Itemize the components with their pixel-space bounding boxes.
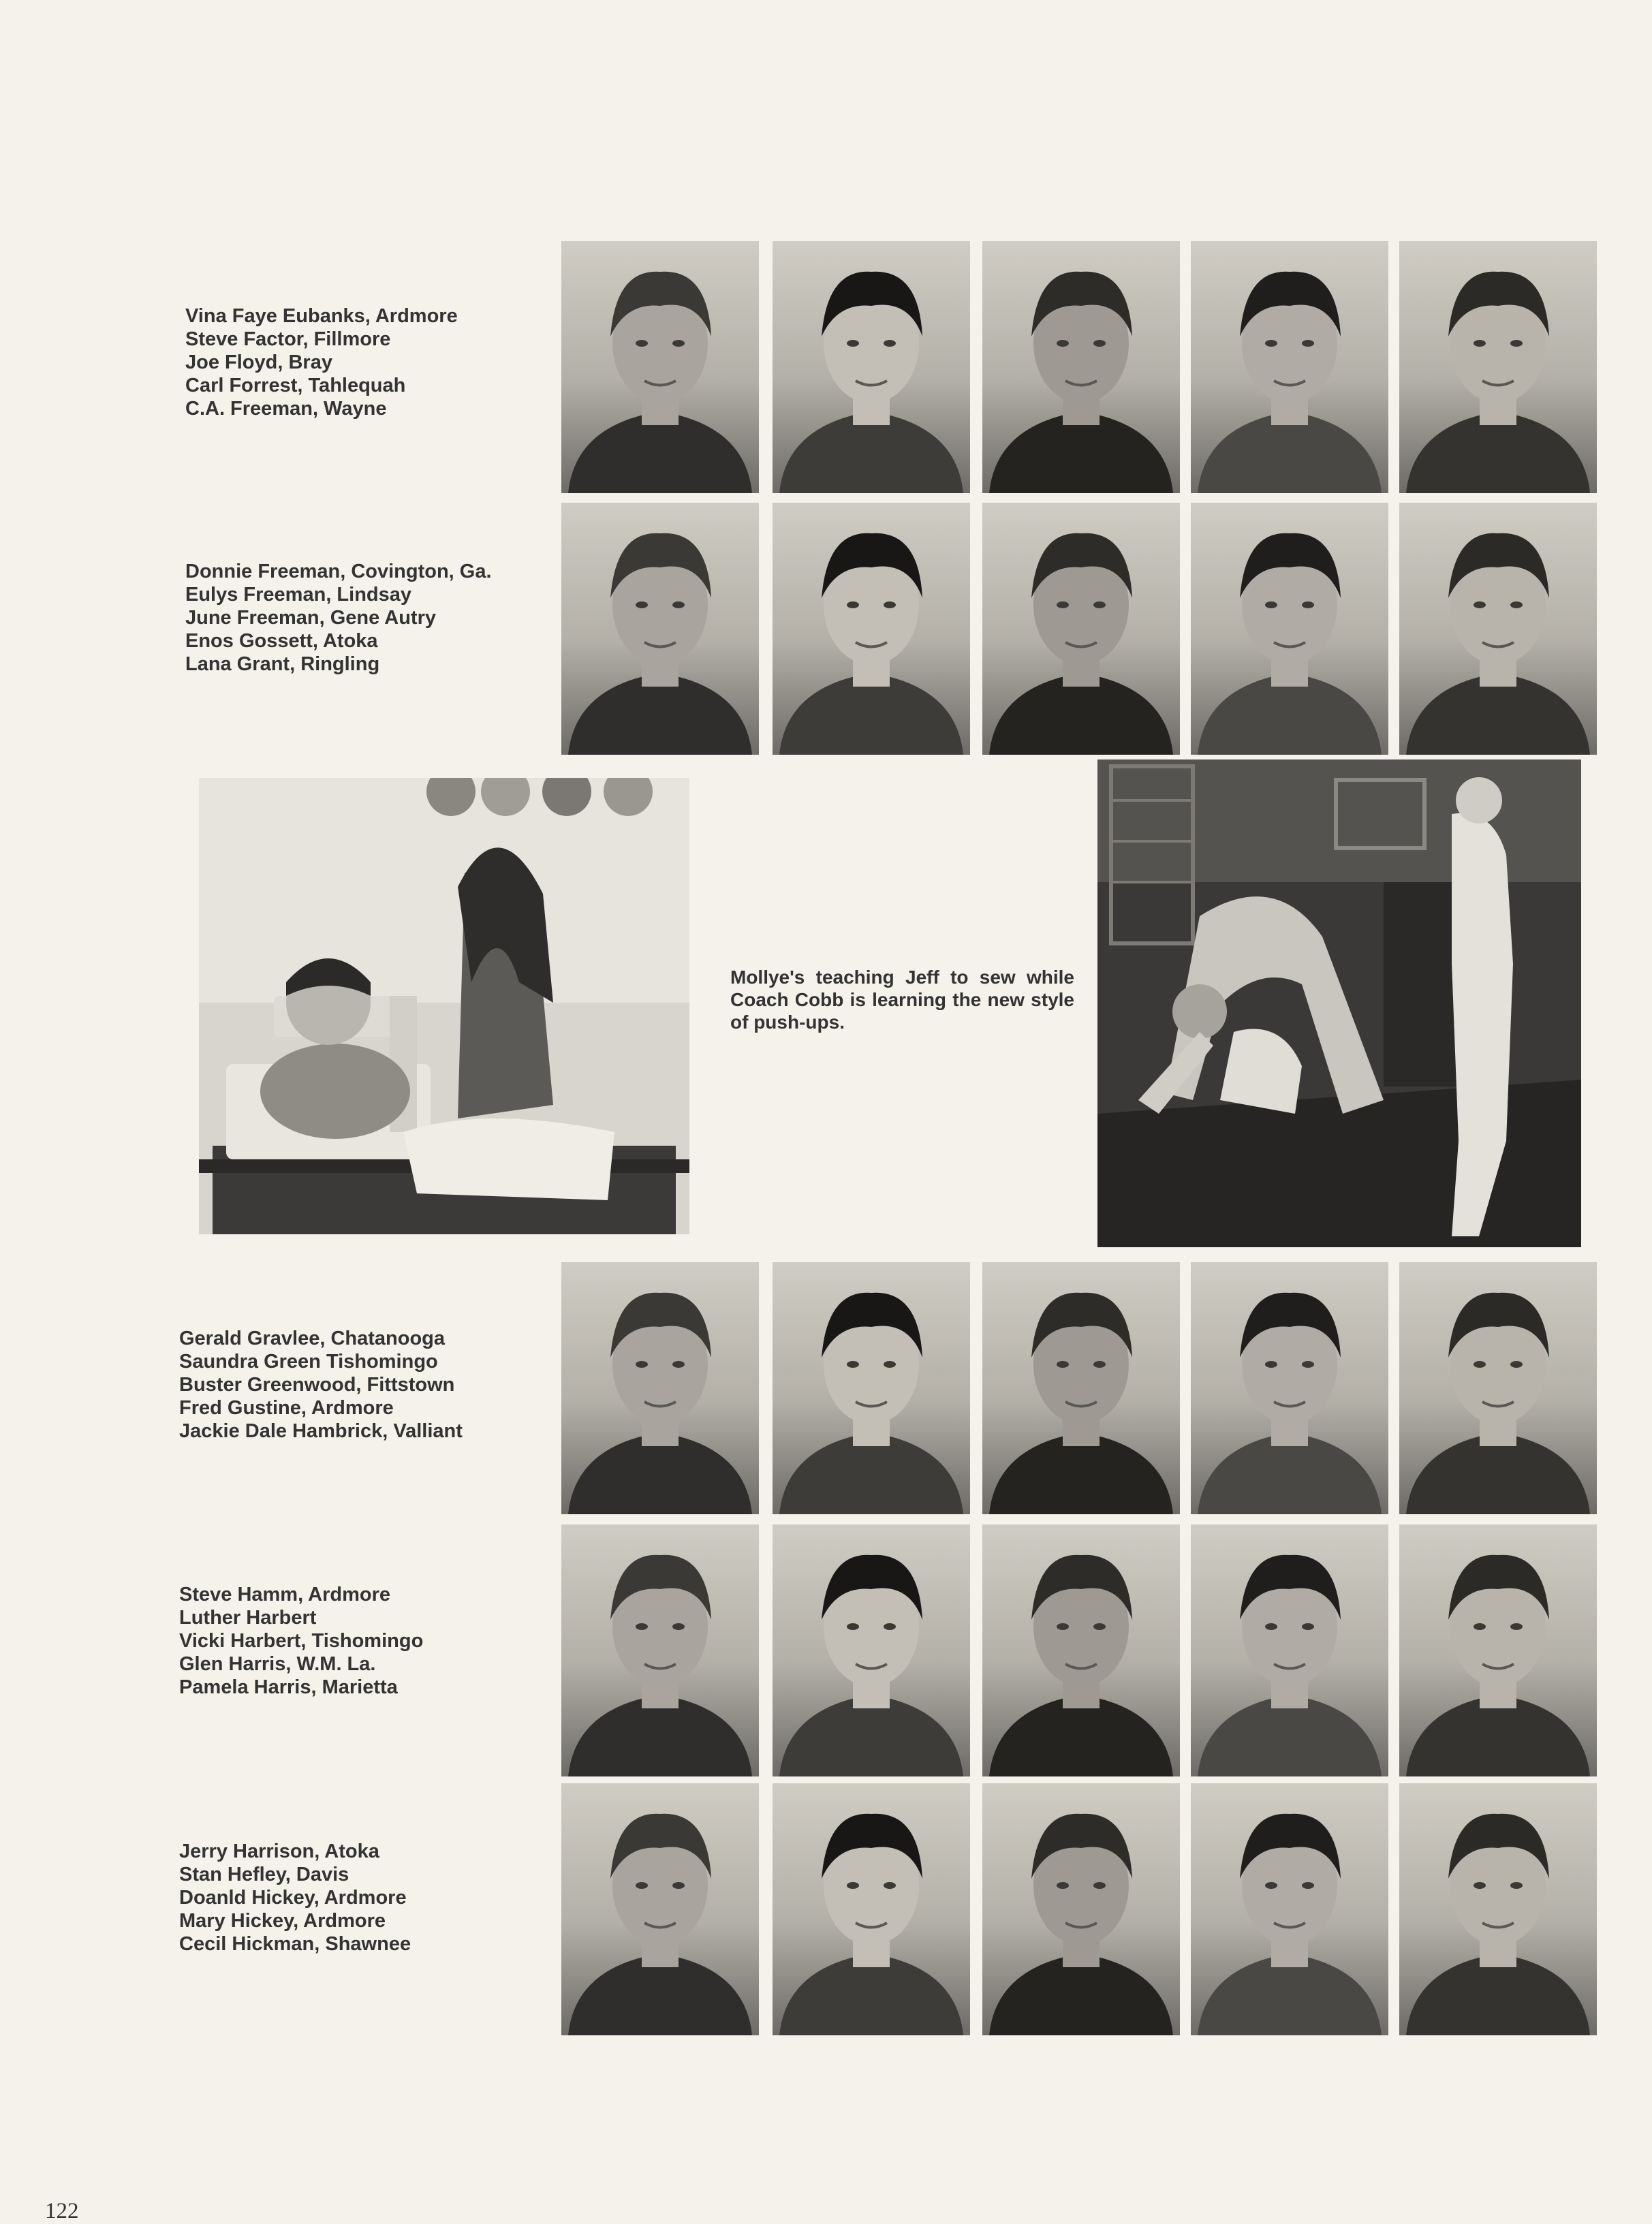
name-entry: Eulys Freeman, Lindsay (185, 584, 412, 606)
name-entry: Fred Gustine, Ardmore (179, 1397, 394, 1419)
name-list-row-1 (185, 304, 553, 420)
name-entry: Vina Faye Eubanks, Ardmore (185, 305, 458, 327)
portrait-photo (1191, 1524, 1388, 1776)
portrait-photo (982, 241, 1180, 493)
name-entry: Pamela Harris, Marietta (179, 1676, 398, 1698)
name-entry: Luther Harbert (179, 1607, 317, 1629)
name-entry: Donnie Freeman, Covington, Ga. (185, 561, 492, 582)
portrait-photo (982, 1783, 1180, 2035)
name-entry: Steve Factor, Fillmore (185, 328, 391, 350)
name-entry: Vicki Harbert, Tishomingo (179, 1630, 424, 1652)
name-entry: Enos Gossett, Atoka (185, 630, 378, 652)
portrait-photo (561, 241, 759, 493)
name-entry: Lana Grant, Ringling (185, 653, 380, 675)
name-list-row-2 (185, 560, 553, 676)
portrait-photo (1191, 241, 1388, 493)
portrait-photo (773, 1262, 970, 1514)
name-entry: Stan Hefley, Davis (179, 1864, 349, 1885)
portrait-photo (1191, 503, 1388, 755)
portrait-photo (773, 1783, 970, 2035)
portrait-photo (773, 1524, 970, 1776)
portrait-photo (1399, 503, 1597, 755)
page-number: 122 (45, 2199, 79, 2223)
portrait-photo (1399, 1783, 1597, 2035)
portrait-photo (1191, 1262, 1388, 1514)
name-list-row-3 (179, 1327, 547, 1443)
portrait-photo (982, 1262, 1180, 1514)
name-entry: Mary Hickey, Ardmore (179, 1910, 386, 1932)
photo-caption: Mollye's teaching Jeff to sew while Coach Cobb is learning the new style of push-ups. (730, 967, 1074, 1033)
portrait-photo (561, 503, 759, 755)
name-entry: C.A. Freeman, Wayne (185, 398, 387, 420)
name-entry: June Freeman, Gene Autry (185, 607, 436, 629)
name-list-row-5 (179, 1840, 547, 1956)
portrait-photo (561, 1262, 759, 1514)
name-entry: Saundra Green Tishomingo (179, 1351, 438, 1373)
name-entry: Gerald Gravlee, Chatanooga (179, 1328, 446, 1349)
name-entry: Doanld Hickey, Ardmore (179, 1887, 407, 1909)
portrait-photo (773, 503, 970, 755)
name-entry: Cecil Hickman, Shawnee (179, 1933, 411, 1955)
name-entry: Jerry Harrison, Atoka (179, 1841, 379, 1862)
portrait-photo (1399, 241, 1597, 493)
portrait-photo (1191, 1783, 1388, 2035)
name-list-row-4 (179, 1583, 547, 1699)
name-entry: Jackie Dale Hambrick, Valliant (179, 1420, 463, 1442)
name-entry: Buster Greenwood, Fittstown (179, 1374, 455, 1396)
portrait-photo (773, 241, 970, 493)
name-entry: Steve Hamm, Ardmore (179, 1584, 390, 1606)
name-entry: Joe Floyd, Bray (185, 351, 332, 373)
portrait-photo (1399, 1262, 1597, 1514)
portrait-photo (561, 1524, 759, 1776)
portrait-photo (1399, 1524, 1597, 1776)
name-entry: Glen Harris, W.M. La. (179, 1653, 376, 1675)
name-entry: Carl Forrest, Tahlequah (185, 375, 406, 396)
gym-photo (1097, 759, 1581, 1247)
portrait-photo (982, 503, 1180, 755)
sewing-photo (199, 778, 689, 1234)
portrait-photo (982, 1524, 1180, 1776)
portrait-photo (561, 1783, 759, 2035)
